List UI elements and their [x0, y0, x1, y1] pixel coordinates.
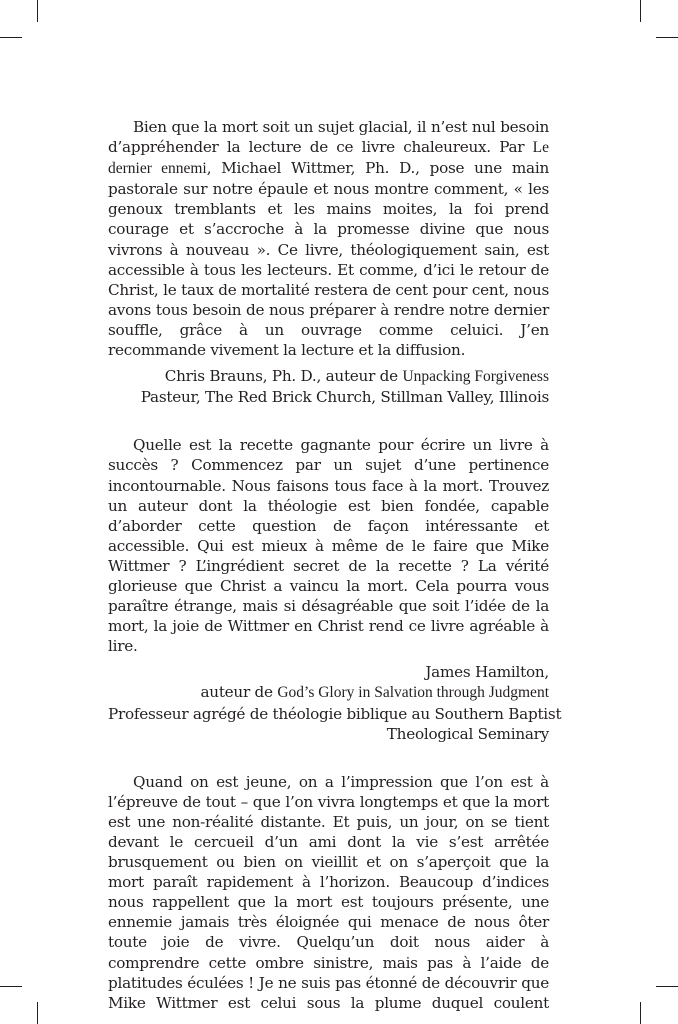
endorsement-1-author-prefix: Chris Brauns, Ph. D., auteur de	[164, 367, 403, 386]
endorsement-1-author-line1	[108, 366, 549, 387]
crop-mark-top-right	[640, 0, 641, 22]
crop-mark-bottom-right	[640, 1002, 641, 1024]
endorsement-2-author-book-title: God’s Glory in Salvation through Judgment	[277, 684, 549, 702]
crop-mark-bottom-left-h	[0, 986, 22, 987]
endorsement-2-author-line2	[108, 682, 549, 703]
endorsement-1-text	[108, 117, 549, 360]
crop-mark-bottom-left	[37, 1002, 38, 1024]
endorsement-1-text-before: Bien que la mort soit un sujet glacial, il n’est nul besoin d’appréhender la lecture de ce livre chaleureux. Par	[108, 118, 549, 157]
endorsement-1-text-after: , Michael Wittmer, Ph. D., pose une main pastorale sur notre épaule et nous montre comment, « les genoux tremblants et les mains moites, la foi prend courage et s’accroche à la promesse divine que nous vivrons à nouveau ». Ce livre, théologiquement sain, est accessible à tous les lecteurs. Et comme, d’ici le retour de Christ, le taux de mortalité restera de cent pour cent, nous avons tous besoin de nous préparer à rendre notre dernier souffle, grâce à un ouvrage comme celuici. J’en recommande vivement la lecture et la diffusion.	[108, 159, 549, 360]
endorsement-3-text: Quand on est jeune, on a l’impression que l’on est à l’épreuve de tout – que l’on vivra longtemps et que la mort est une non-réalité distante. Et puis, un jour, on se tient devant le cercueil d’un ami dont la vie s’est arrêtée brusquement ou bien on vieillit et on s’aperçoit que la mort paraît rapidement à l’horizon. Beaucoup d’indices nous rappellent que la mort est toujours présente, une ennemie jamais très éloignée qui menace de nous ôter toute joie de vivre. Quelqu’un doit nous aider à comprendre cette ombre sinistre, mais pas à l’aide de platitudes éculées ! Je ne suis pas étonné de découvrir que Mike Wittmer est celui sous la plume duquel coulent	[108, 772, 549, 1012]
crop-mark-top-left-h	[0, 37, 22, 38]
endorsement-2-author-prefix: auteur de	[200, 683, 278, 702]
crop-mark-bottom-right-h	[656, 986, 678, 987]
crop-mark-top-left	[37, 0, 38, 22]
endorsement-2-author-name: James Hamilton,	[425, 663, 549, 682]
crop-mark-top-right-h	[656, 37, 678, 38]
endorsement-2-author	[108, 662, 562, 743]
endorsement-1-author-line2: Pasteur, The Red Brick Church, Stillman Valley, Illinois	[140, 388, 549, 407]
endorsement-1-book-title: Le dernier ennemi	[108, 139, 549, 178]
endorsement-2-author-line3: Professeur agrégé de théologie biblique au Southern Baptist	[108, 704, 562, 723]
page-content	[108, 117, 562, 1013]
endorsement-1-author-book-title: Unpacking Forgiveness	[402, 368, 549, 386]
endorsement-1-author	[108, 366, 549, 407]
endorsement-2-author-line4: Theological Seminary	[386, 724, 549, 743]
endorsement-2-text: Quelle est la recette gagnante pour écrire un livre à succès ? Commencez par un sujet d’une pertinence incontournable. Nous faisons tous face à la mort. Trouvez un auteur dont la théologie est bien fondée, capable d’aborder cette question de façon intéressante et accessible. Qui est mieux à même de le faire que Mike Wittmer ? L’ingrédient secret de la recette ? La vérité glorieuse que Christ a vaincu la mort. Cela pourra vous paraître étrange, mais si désagréable que soit l’idée de la mort, la joie de Wittmer en Christ rend ce livre agréable à lire.	[108, 436, 549, 656]
